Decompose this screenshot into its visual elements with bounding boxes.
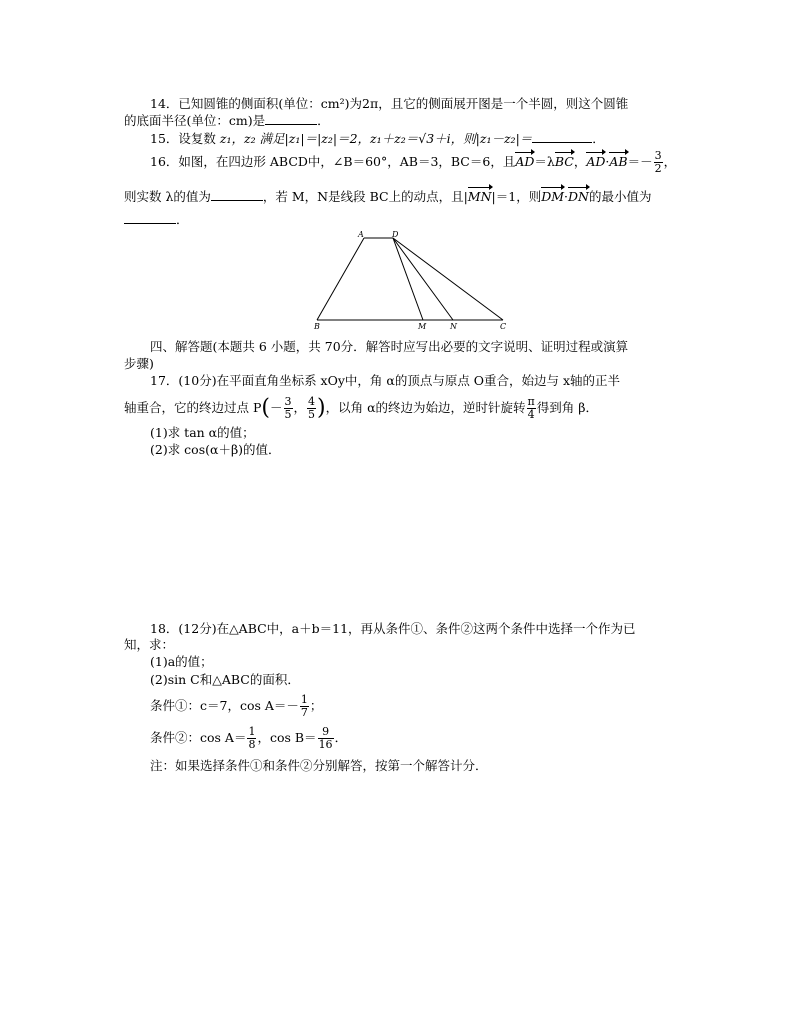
q16-frac-num: 3 — [654, 149, 662, 162]
q18-line2: 知，求： — [124, 637, 175, 652]
vector-ad: AD — [515, 154, 535, 169]
q17-p1-frac — [284, 396, 293, 421]
label-n: N — [450, 322, 457, 331]
label-a: A — [358, 230, 364, 239]
q16-dot-2: · — [564, 189, 569, 204]
q16-tail: ， — [663, 154, 677, 169]
q16-frac-den: 2 — [654, 162, 662, 175]
segment-dm — [393, 238, 423, 320]
q16-eq-neg: ＝－ — [627, 154, 653, 169]
q18-cond1-num: 1 — [300, 693, 308, 706]
vector-ab: AB — [609, 154, 628, 169]
q18-cond2-den2: 16 — [318, 738, 333, 751]
q16-line2 — [124, 189, 652, 205]
q17-sub1: (1)求 tan α的值； — [150, 425, 255, 440]
q17-sub2: (2)求 cos(α＋β)的值． — [150, 442, 281, 457]
q18-cond2-frac2 — [318, 726, 334, 751]
q18-cond2-mid: ，cos B＝ — [257, 730, 317, 745]
vector-ad-2: AD — [586, 154, 606, 169]
q17-line1: 17．(10分)在平面直角坐标系 xOy中，角 α的顶点与原点 O重合，始边与 x轴的正半 — [150, 373, 621, 388]
label-m: M — [418, 322, 427, 331]
answer-blank-15 — [532, 131, 592, 143]
vector-dn: DN — [568, 189, 589, 204]
answer-blank-16b — [124, 212, 176, 224]
q16-line2d: 的最小值为 — [589, 189, 652, 204]
label-d: D — [392, 230, 399, 239]
q17-rot-frac — [527, 396, 536, 421]
q18-cond2 — [150, 726, 347, 751]
q17-paren-close: ) — [317, 395, 326, 421]
q16-fraction — [654, 150, 663, 175]
q17-paren-open: ( — [261, 395, 270, 421]
label-c: C — [500, 322, 507, 331]
q18-cond1-end: ； — [309, 698, 323, 713]
q16-comma: ， — [573, 154, 587, 169]
label-b: B — [314, 322, 320, 331]
q17-rot-num: π — [527, 395, 535, 408]
q14-line2-text: 的底面半径(单位：cm)是 — [124, 113, 266, 128]
segment-dc — [393, 238, 503, 320]
q17-rot-den: 4 — [527, 408, 535, 421]
q14-line1: 14．已知圆锥的侧面积(单位：cm²)为2π，且它的侧面展开图是一个半圆，则这个圆锥 — [150, 96, 629, 111]
section4-line2: 步骤) — [124, 356, 154, 371]
q17-line2a: 轴重合，它的终边过点 P — [124, 400, 262, 415]
q18-cond2-num2: 9 — [318, 726, 334, 739]
q18-cond2-end: ． — [334, 730, 348, 745]
q18-cond2-num1: 1 — [248, 725, 256, 738]
q16-line3 — [124, 212, 189, 228]
answer-blank-14 — [265, 113, 317, 125]
q17-line2: 轴重合，它的终边过点 P(－ $\frac{3}{5}$ ， $\frac{4}{5}$ )，以角 α的终边为始边，逆时针旋转 $\frac{\pi}{4}$ 得到角 β． — [124, 395, 598, 421]
q15-end: ． — [592, 131, 605, 146]
q18-cond1 — [150, 694, 322, 719]
q15-vars: z₁，z₂ 满足|z₁|＝|z₂|＝2，z₁＋z₂＝√3＋i，则|z₁－z₂|＝ — [219, 131, 533, 146]
q16-pre: 16．如图，在四边形 ABCD中，∠B＝60°，AB＝3，BC＝6，且 — [150, 154, 516, 169]
q17-p2-den: 5 — [308, 408, 316, 421]
q18-cond2-den1: 8 — [248, 738, 256, 751]
q15-pre: 15．设复数 — [150, 131, 216, 146]
q17-line2b: ，以角 α的终边为始边，逆时针旋转 — [325, 400, 526, 415]
q17-p2-num: 4 — [308, 395, 316, 408]
q15-line — [150, 131, 605, 147]
q18-cond2-frac1 — [247, 726, 256, 751]
q18-sub2: (2)sin C和△ABC的面积． — [150, 672, 300, 687]
segment-dn — [393, 238, 453, 320]
q16-line2b: ，若 M，N是线段 BC上的动点，且| — [262, 189, 468, 204]
q18-cond2-pre: 条件②：cos A＝ — [150, 730, 247, 745]
q16-line2a: 则实数 λ的值为 — [124, 189, 211, 204]
q18-line1: 18．(12分)在△ABC中，a＋b＝11，再从条件①、条件②这两个条件中选择一个作为已 — [150, 621, 636, 636]
q17-line2c: 得到角 β． — [536, 400, 598, 415]
q18-sub1: (1)a的值； — [150, 654, 213, 669]
vector-bc: BC — [554, 154, 574, 169]
vector-dm: DM — [541, 189, 565, 204]
q16-dot: · — [605, 154, 610, 169]
q17-p1-num: 3 — [284, 395, 292, 408]
q16-line1 — [150, 150, 676, 175]
q16-end: ． — [176, 212, 189, 227]
trapezoid-figure — [305, 228, 515, 332]
q14-line2 — [124, 113, 330, 129]
q17-p1-den: 5 — [284, 408, 292, 421]
q18-cond1-den: 7 — [300, 706, 308, 719]
section4-line1: 四、解答题(本题共 6 小题，共 70分．解答时应写出必要的文字说明、证明过程或演算 — [150, 339, 629, 354]
q18-cond1-pre: 条件①：c＝7，cos A＝－ — [150, 698, 299, 713]
answer-blank-16a — [211, 189, 263, 201]
q16-eq-lambda: ＝λ — [534, 154, 555, 169]
q14-end: ． — [317, 113, 330, 128]
q17-p2-frac — [307, 396, 316, 421]
vector-mn: MN — [467, 189, 492, 204]
q18-note: 注：如果选择条件①和条件②分别解答，按第一个解答计分． — [150, 758, 488, 773]
q18-cond1-frac — [300, 694, 309, 719]
q16-line2c: |＝1，则 — [491, 189, 542, 204]
segment-ab — [317, 238, 364, 320]
